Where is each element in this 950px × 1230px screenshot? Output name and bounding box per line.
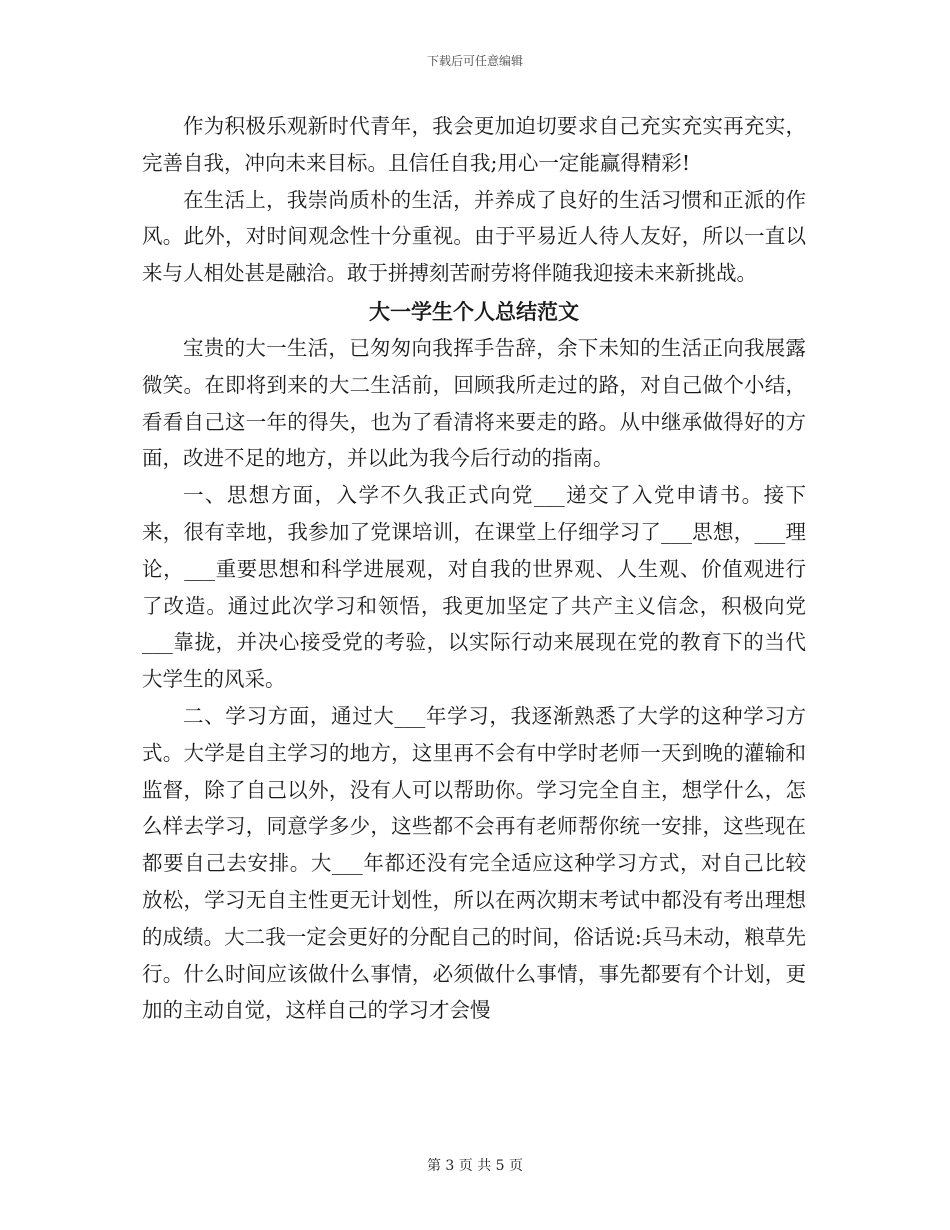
body-paragraph-2: 在生活上，我崇尚质朴的生活，并养成了良好的生活习惯和正派的作风。此外，对时间观念性十分重视。由于平易近人待人友好，所以一直以来与人相处甚是融洽。敢于拼搏刻苦耐劳将伴随我迎接未来新挑战。 (142, 187, 806, 286)
section-title: 大一学生个人总结范文 (369, 298, 579, 324)
body-paragraph-3: 宝贵的大一生活，已匆匆向我挥手告辞，余下未知的生活正向我展露微笑。在即将到来的大二生活前，回顾我所走过的路，对自己做个小结，看看自己这一年的得失，也为了看清将来要走的路。从中继承做得好的方面，改进不足的地方，并以此为我今后行动的指南。 (142, 335, 806, 471)
page-header: 下载后可任意编辑 (426, 54, 523, 68)
document-body (142, 108, 806, 1029)
body-paragraph-5: 二、学习方面，通过大___年学习，我逐渐熟悉了大学的这种学习方式。大学是自主学习的地方，这里再不会有中学时老师一天到晚的灌输和监督，除了自己以外，没有人可以帮助你。学习完全自主，想学什么，怎么样去学习，同意学多少，这些都不会再有老师帮你统一安排，这些现在都要自己去安排。大___年都还没有完全适应这种学习方式，对自己比较放松，学习无自主性更无计划性，所以在两次期末考试中都没有考出理想的成绩。大二我一定会更好的分配自己的时间，俗话说:兵马未动，粮草先行。什么时间应该做什么事情，必须做什么事情，事先都要有个计划，更加的主动自觉，这样自己的学习才会慢 (142, 703, 806, 1023)
page-footer: 第 3 页 共 5 页 (426, 1158, 524, 1174)
body-paragraph-1: 作为积极乐观新时代青年，我会更加迫切要求自己充实充实再充实，完善自我，冲向未来目标。且信任自我;用心一定能赢得精彩! (142, 114, 806, 175)
body-paragraph-4: 一、思想方面，入学不久我正式向党___递交了入党申请书。接下来，很有幸地，我参加了党课培训，在课堂上仔细学习了___思想，___理论，___重要思想和科学进展观，对自我的世界观、人生观、价值观进行了改造。通过此次学习和领悟，我更加坚定了共产主义信念，积极向党___靠拢，并决心接受党的考验，以实际行动来展现在党的教育下的当代大学生的风采。 (142, 483, 806, 692)
